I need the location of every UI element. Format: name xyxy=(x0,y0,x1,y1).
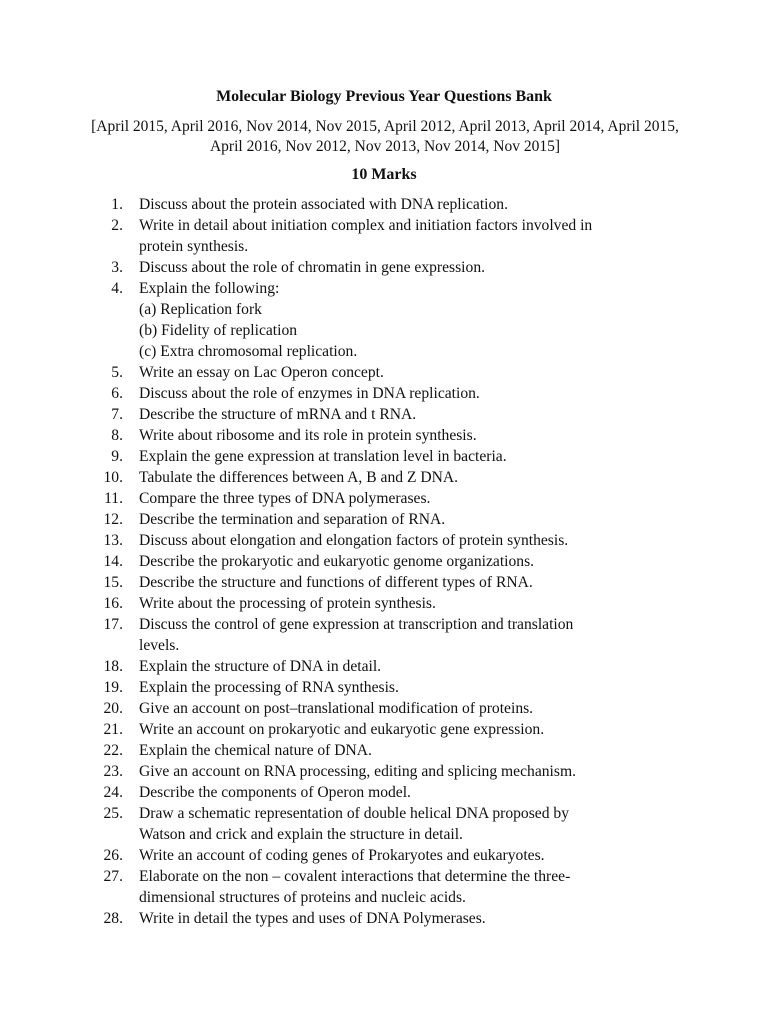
question-item xyxy=(0,572,768,593)
question-text-line: Watson and crick and explain the structure in detail. xyxy=(139,826,463,843)
question-text-line: Write in detail about initiation complex and initiation factors involved in xyxy=(139,217,593,234)
question-text-line: protein synthesis. xyxy=(139,238,249,255)
question-number: 17. xyxy=(103,616,123,633)
question-text-line: Describe the components of Operon model. xyxy=(139,784,411,801)
question-number: 9. xyxy=(111,448,123,465)
question-number: 21. xyxy=(103,721,123,738)
question-number: 4. xyxy=(111,280,123,297)
question-item xyxy=(0,467,768,488)
question-text-line: Discuss about the role of enzymes in DNA replication. xyxy=(139,385,480,402)
question-number: 2. xyxy=(111,217,123,234)
question-text-line: Write about the processing of protein synthesis. xyxy=(139,595,436,612)
question-number: 22. xyxy=(103,742,123,759)
question-item xyxy=(0,656,768,677)
question-number: 26. xyxy=(103,847,123,864)
question-number: 1. xyxy=(111,196,123,213)
question-item xyxy=(0,698,768,719)
question-item xyxy=(0,551,768,572)
question-number: 27. xyxy=(103,868,123,885)
question-text-line: Explain the chemical nature of DNA. xyxy=(139,742,372,759)
question-text-line: Write in detail the types and uses of DNA Polymerases. xyxy=(139,910,486,927)
question-number: 3. xyxy=(111,259,123,276)
question-number: 13. xyxy=(103,532,123,549)
question-text-line: Discuss about the protein associated with DNA replication. xyxy=(139,196,508,213)
question-text-line: Discuss about the role of chromatin in gene expression. xyxy=(139,259,486,276)
question-text-line: (a) Replication fork xyxy=(139,301,262,318)
document-title: Molecular Biology Previous Year Questions Bank xyxy=(216,88,552,105)
question-item xyxy=(0,782,768,803)
question-text-line: Explain the gene expression at translation level in bacteria. xyxy=(139,448,507,465)
question-item xyxy=(0,677,768,698)
question-text-line: Explain the following: xyxy=(139,280,280,297)
question-text-line: (c) Extra chromosomal replication. xyxy=(139,343,358,360)
question-text-line: Write an account of coding genes of Prokaryotes and eukaryotes. xyxy=(139,847,545,864)
question-text-line: levels. xyxy=(139,637,180,654)
question-number: 24. xyxy=(103,784,123,801)
question-item xyxy=(0,278,768,362)
question-number: 12. xyxy=(103,511,123,528)
question-text-line: dimensional structures of proteins and nucleic acids. xyxy=(139,889,466,906)
question-item xyxy=(0,446,768,467)
question-number: 18. xyxy=(103,658,123,675)
question-number: 10. xyxy=(103,469,123,486)
question-item xyxy=(0,719,768,740)
question-number: 28. xyxy=(103,910,123,927)
question-text-line: Write an essay on Lac Operon concept. xyxy=(139,364,384,381)
question-text-line: Discuss the control of gene expression at transcription and translation xyxy=(139,616,574,633)
question-item xyxy=(0,383,768,404)
question-item xyxy=(0,509,768,530)
question-number: 5. xyxy=(111,364,123,381)
question-number: 20. xyxy=(103,700,123,717)
question-text-line: Compare the three types of DNA polymerases. xyxy=(139,490,431,507)
question-item xyxy=(0,425,768,446)
question-text-line: Explain the structure of DNA in detail. xyxy=(139,658,382,675)
question-number: 16. xyxy=(103,595,123,612)
question-item xyxy=(0,362,768,383)
question-text-line: Elaborate on the non – covalent interactions that determine the three- xyxy=(139,868,571,885)
question-item xyxy=(0,614,768,656)
question-number: 7. xyxy=(111,406,123,423)
question-number: 6. xyxy=(111,385,123,402)
question-item xyxy=(0,488,768,509)
question-text-line: Draw a schematic representation of double helical DNA proposed by xyxy=(139,805,569,822)
question-text-line: Explain the processing of RNA synthesis. xyxy=(139,679,399,696)
question-item xyxy=(0,908,768,929)
question-text-line: Describe the prokaryotic and eukaryotic genome organizations. xyxy=(139,553,535,570)
question-item xyxy=(0,593,768,614)
question-number: 23. xyxy=(103,763,123,780)
question-number: 19. xyxy=(103,679,123,696)
question-text-line: Write an account on prokaryotic and eukaryotic gene expression. xyxy=(139,721,545,738)
question-text-line: Discuss about elongation and elongation factors of protein synthesis. xyxy=(139,532,569,549)
question-list xyxy=(0,194,768,929)
question-item xyxy=(0,866,768,908)
question-number: 14. xyxy=(103,553,123,570)
exam-dates: [April 2015, April 2016, Nov 2014, Nov 2015, April 2012, April 2013, April 2014, April 2015, April 2016, Nov 2012, Nov 2013, Nov 2014, Nov 2015] xyxy=(91,118,679,155)
question-text-line: Write about ribosome and its role in protein synthesis. xyxy=(139,427,477,444)
question-text-line: Describe the termination and separation of RNA. xyxy=(139,511,446,528)
question-item xyxy=(0,761,768,782)
question-text-line: Give an account on post–translational modification of proteins. xyxy=(139,700,534,717)
question-item xyxy=(0,845,768,866)
question-text-line: Give an account on RNA processing, editing and splicing mechanism. xyxy=(139,763,576,780)
question-item xyxy=(0,404,768,425)
question-number: 25. xyxy=(103,805,123,822)
question-number: 8. xyxy=(111,427,123,444)
question-item xyxy=(0,257,768,278)
question-number: 11. xyxy=(104,490,123,507)
question-text-line: (b) Fidelity of replication xyxy=(139,322,298,339)
question-item xyxy=(0,194,768,215)
question-number: 15. xyxy=(103,574,123,591)
question-text-line: Describe the structure and functions of different types of RNA. xyxy=(139,574,533,591)
question-text-line: Tabulate the differences between A, B and Z DNA. xyxy=(139,469,459,486)
question-item xyxy=(0,215,768,257)
question-text-line: Describe the structure of mRNA and t RNA. xyxy=(139,406,417,423)
section-heading: 10 Marks xyxy=(351,166,417,183)
question-item xyxy=(0,740,768,761)
question-item xyxy=(0,803,768,845)
question-item xyxy=(0,530,768,551)
